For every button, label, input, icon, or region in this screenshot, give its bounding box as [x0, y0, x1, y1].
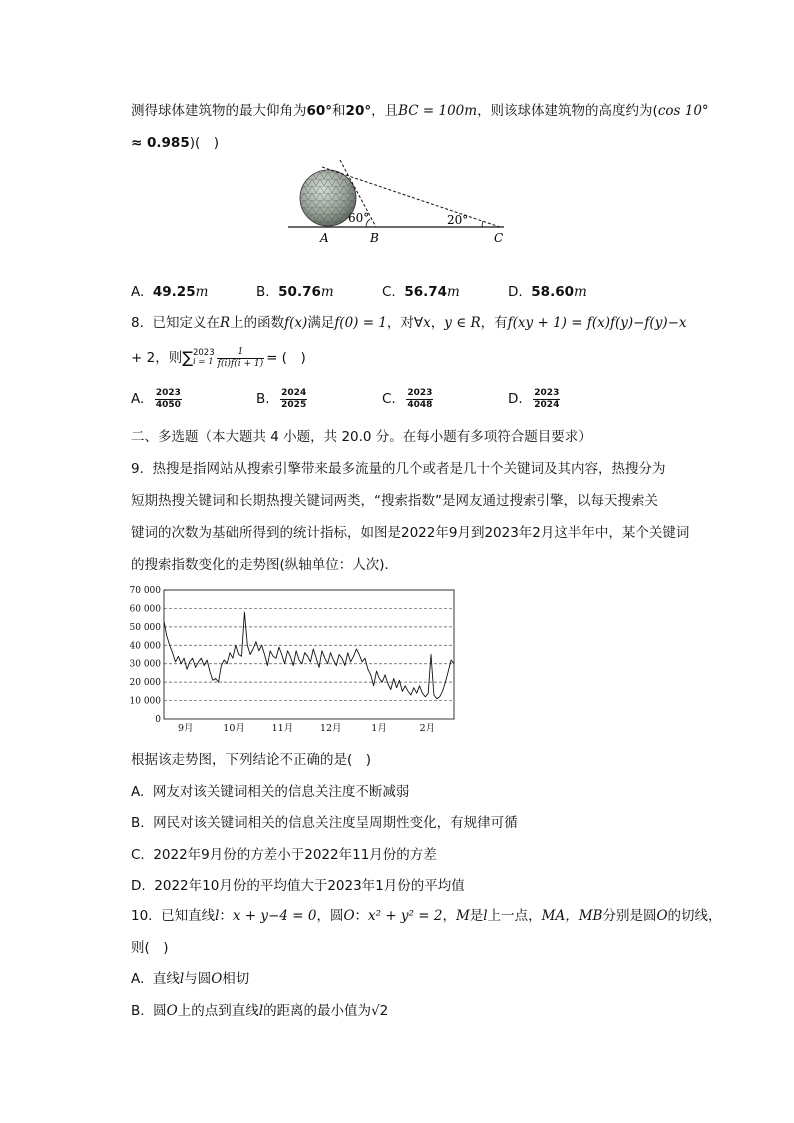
q8-var: y ∈ R — [444, 315, 481, 331]
q7-text: 测得球体建筑物的最大仰角为 — [131, 103, 307, 119]
q8-text: + 2，则 — [131, 350, 183, 366]
option-text: 的距离的最小值为 — [263, 1003, 372, 1019]
option-sqrt: √2 — [371, 1003, 389, 1019]
series-line — [164, 612, 454, 699]
x-tick-label: 10月 — [223, 723, 245, 734]
fraction-denominator: f(i)f(i + 1) — [217, 358, 264, 369]
q10-text: 已知直线 — [161, 908, 216, 924]
q7-option-d[interactable] — [508, 282, 587, 302]
option-var: O — [166, 1003, 178, 1019]
option-value: 58.60 — [531, 284, 574, 300]
fraction-denominator: 4048 — [407, 399, 433, 410]
option-text: 圆 — [153, 1003, 167, 1019]
option-unit: m — [573, 284, 587, 300]
sum-upper: 2023 — [192, 348, 215, 358]
fraction-numerator: 2023 — [534, 387, 560, 398]
option-letter: C. — [131, 847, 145, 863]
q9-text: 热搜是指网站从搜索引擎带来最多流量的几个或者是几十个关键词及其内容，热搜分为 — [152, 461, 666, 477]
option-var: l — [258, 1003, 264, 1019]
option-unit: m — [447, 284, 460, 300]
y-tick-label: 30 000 — [129, 659, 161, 670]
q10-stem-line2: 则( ) — [131, 940, 169, 956]
q7-approx: ≈ 0.985 — [131, 135, 190, 151]
option-letter: C. — [382, 391, 396, 407]
q7-option-a[interactable] — [131, 282, 208, 302]
point-b-label: B — [370, 231, 379, 245]
option-text: 2022年9月份的方差小于2022年11月份的方差 — [153, 847, 437, 863]
option-value: 50.76 — [278, 284, 321, 300]
y-tick-label: 10 000 — [129, 696, 161, 707]
q7-cos-term: cos 10° — [657, 103, 709, 119]
q7-text: 和 — [332, 103, 346, 119]
option-text: 直线 — [152, 971, 180, 987]
option-text: 上的点到直线 — [177, 1003, 259, 1019]
option-text: 2022年10月份的平均值大于2023年1月份的平均值 — [154, 878, 465, 894]
angle-c-label: 20° — [447, 213, 469, 227]
q10-option-b[interactable] — [131, 1001, 388, 1021]
option-letter: D. — [508, 284, 523, 300]
q8-f0: f(0) = 1 — [334, 315, 387, 331]
option-fraction — [280, 388, 307, 411]
q7-text: ，则该球体建筑物的高度约为( — [477, 103, 658, 119]
q10-line-equation: x + y−4 = 0 — [232, 908, 317, 924]
fraction-numerator: 2023 — [155, 387, 181, 398]
x-tick-label: 2月 — [419, 723, 436, 734]
q10-stem-line1 — [131, 906, 722, 926]
fraction-numerator: 2024 — [281, 387, 307, 398]
option-text: 网友对该关键词相关的信息关注度不断减弱 — [152, 784, 410, 800]
q10-var: O — [343, 908, 355, 924]
q8-text: 上的函数 — [230, 315, 285, 331]
q7-stem-line2 — [131, 133, 219, 153]
q10-text: 的切线， — [667, 908, 722, 924]
q8-text: 已知定义在 — [152, 315, 220, 331]
point-c-label: C — [494, 231, 504, 245]
x-tick-label: 1月 — [371, 723, 387, 734]
point-a-label: A — [320, 231, 329, 245]
q10-var: M — [455, 908, 470, 924]
q7-angle1: 60° — [306, 103, 333, 119]
option-letter: B. — [131, 1003, 145, 1019]
q7-text: ，且 — [371, 103, 399, 119]
q9-stem-line1 — [131, 459, 665, 479]
q7-bc-equation: BC = 100m — [398, 103, 478, 119]
y-tick-label: 70 000 — [129, 586, 161, 596]
y-tick-label: 50 000 — [129, 622, 161, 633]
option-fraction — [533, 388, 560, 411]
option-letter: B. — [256, 284, 270, 300]
option-unit: m — [195, 284, 209, 300]
q7-option-c[interactable] — [382, 282, 460, 302]
q8-text: 满足 — [307, 315, 335, 331]
option-letter: A. — [131, 784, 145, 800]
q9-stem-line3: 键词的次数为基础所得到的统计指标，如图是2022年9月到2023年2月这半年中，某个关键词 — [131, 525, 690, 541]
x-tick-label: 11月 — [271, 723, 294, 734]
option-text: 与圆 — [184, 971, 212, 987]
q8-var: x — [423, 315, 431, 331]
q8-option-b[interactable] — [256, 386, 309, 412]
q8-fx: f(x) — [284, 315, 308, 331]
option-var: l — [179, 971, 185, 987]
sum-sign: ∑ — [182, 348, 193, 367]
fraction-numerator: 2023 — [407, 387, 433, 398]
q9-option-a[interactable] — [131, 782, 409, 802]
q9-option-c[interactable] — [131, 845, 437, 865]
q10-text: ： — [354, 908, 369, 924]
question-number: 8. — [131, 315, 144, 331]
sum-lower: i = 1 — [192, 357, 214, 367]
q10-text: 是 — [469, 908, 484, 924]
q10-option-a[interactable] — [131, 969, 249, 989]
q8-stem-line1 — [131, 313, 687, 333]
option-letter: B. — [256, 391, 270, 407]
sum-limits — [193, 349, 215, 367]
fraction-denominator: 2024 — [534, 399, 560, 410]
question-number: 10. — [131, 908, 153, 924]
q8-functional-equation: f(xy + 1) = f(x)f(y)−f(y)−x — [507, 315, 687, 331]
q8-text: = ( ) — [266, 350, 306, 366]
q9-stem-line2: 短期热搜关键词和长期热搜关键词两类，“搜索指数”是网友通过搜索引擎，以每天搜索关 — [131, 493, 658, 509]
option-value: 56.74 — [404, 284, 448, 300]
q10-var: l — [483, 908, 488, 924]
question-number: 9. — [131, 461, 144, 477]
option-letter: D. — [508, 391, 523, 407]
y-tick-label: 40 000 — [129, 641, 161, 652]
fraction-denominator: 4050 — [155, 399, 181, 410]
plot-frame — [164, 590, 454, 719]
fraction-denominator: 2025 — [281, 399, 307, 410]
y-tick-label: 60 000 — [129, 604, 161, 615]
x-tick-label: 12月 — [319, 723, 342, 734]
option-letter: B. — [131, 815, 145, 831]
q8-option-c[interactable] — [382, 386, 435, 412]
q8-text: ，有 — [480, 315, 508, 331]
q10-var: l — [215, 908, 220, 924]
fraction-numerator: 1 — [217, 347, 264, 359]
q9-question: 根据该走势图，下列结论不正确的是( ) — [131, 752, 372, 768]
sum-fraction — [217, 347, 264, 370]
search-index-chart — [118, 580, 462, 740]
option-unit: m — [320, 284, 334, 300]
option-letter: C. — [382, 284, 396, 300]
option-letter: A. — [131, 284, 145, 300]
q10-var: O — [656, 908, 668, 924]
q8-option-a[interactable] — [131, 386, 184, 412]
section-title: 二、多选题（本大题共 4 小题，共 20.0 分。在每小题有多项符合题目要求） — [131, 429, 592, 445]
q10-text: ， — [442, 908, 456, 924]
y-tick-label: 20 000 — [129, 678, 161, 689]
option-fraction — [406, 388, 433, 411]
q10-tangents: MA，MB — [541, 908, 603, 924]
q10-text: 分别是圆 — [602, 908, 657, 924]
option-fraction — [155, 388, 182, 411]
q9-stem-line4: 的搜索指数变化的走势图(纵轴单位：人次)． — [131, 557, 399, 573]
q7-answer-paren: )( ) — [189, 135, 220, 151]
q8-text: ，对∀ — [386, 315, 424, 331]
option-value: 49.25 — [152, 284, 196, 300]
option-letter: A. — [131, 971, 145, 987]
angle-b-label: 60° — [348, 211, 370, 225]
q7-stem-line1 — [131, 101, 709, 121]
q10-text: ： — [219, 908, 233, 924]
q10-circle-equation: x² + y² = 2 — [368, 908, 443, 924]
q10-text: ，圆 — [316, 908, 344, 924]
option-var: O — [211, 971, 223, 987]
q8-option-d[interactable] — [508, 386, 562, 412]
q9-option-d[interactable] — [131, 876, 465, 896]
q7-angle2: 20° — [345, 103, 372, 119]
y-tick-label: 0 — [155, 715, 161, 725]
q8-var: R — [219, 315, 231, 331]
q8-stem-line2 — [131, 345, 306, 371]
option-text: 相切 — [222, 971, 250, 987]
q9-option-b[interactable] — [131, 813, 518, 833]
q7-option-b[interactable] — [256, 282, 334, 302]
option-letter: A. — [131, 391, 145, 407]
x-tick-label: 9月 — [177, 723, 194, 734]
option-text: 网民对该关键词相关的信息关注度呈周期性变化，有规律可循 — [153, 815, 518, 831]
option-letter: D. — [131, 878, 146, 894]
q7-sphere-figure — [284, 158, 510, 246]
q8-text: ， — [430, 315, 445, 331]
q10-text: 上一点， — [487, 908, 542, 924]
